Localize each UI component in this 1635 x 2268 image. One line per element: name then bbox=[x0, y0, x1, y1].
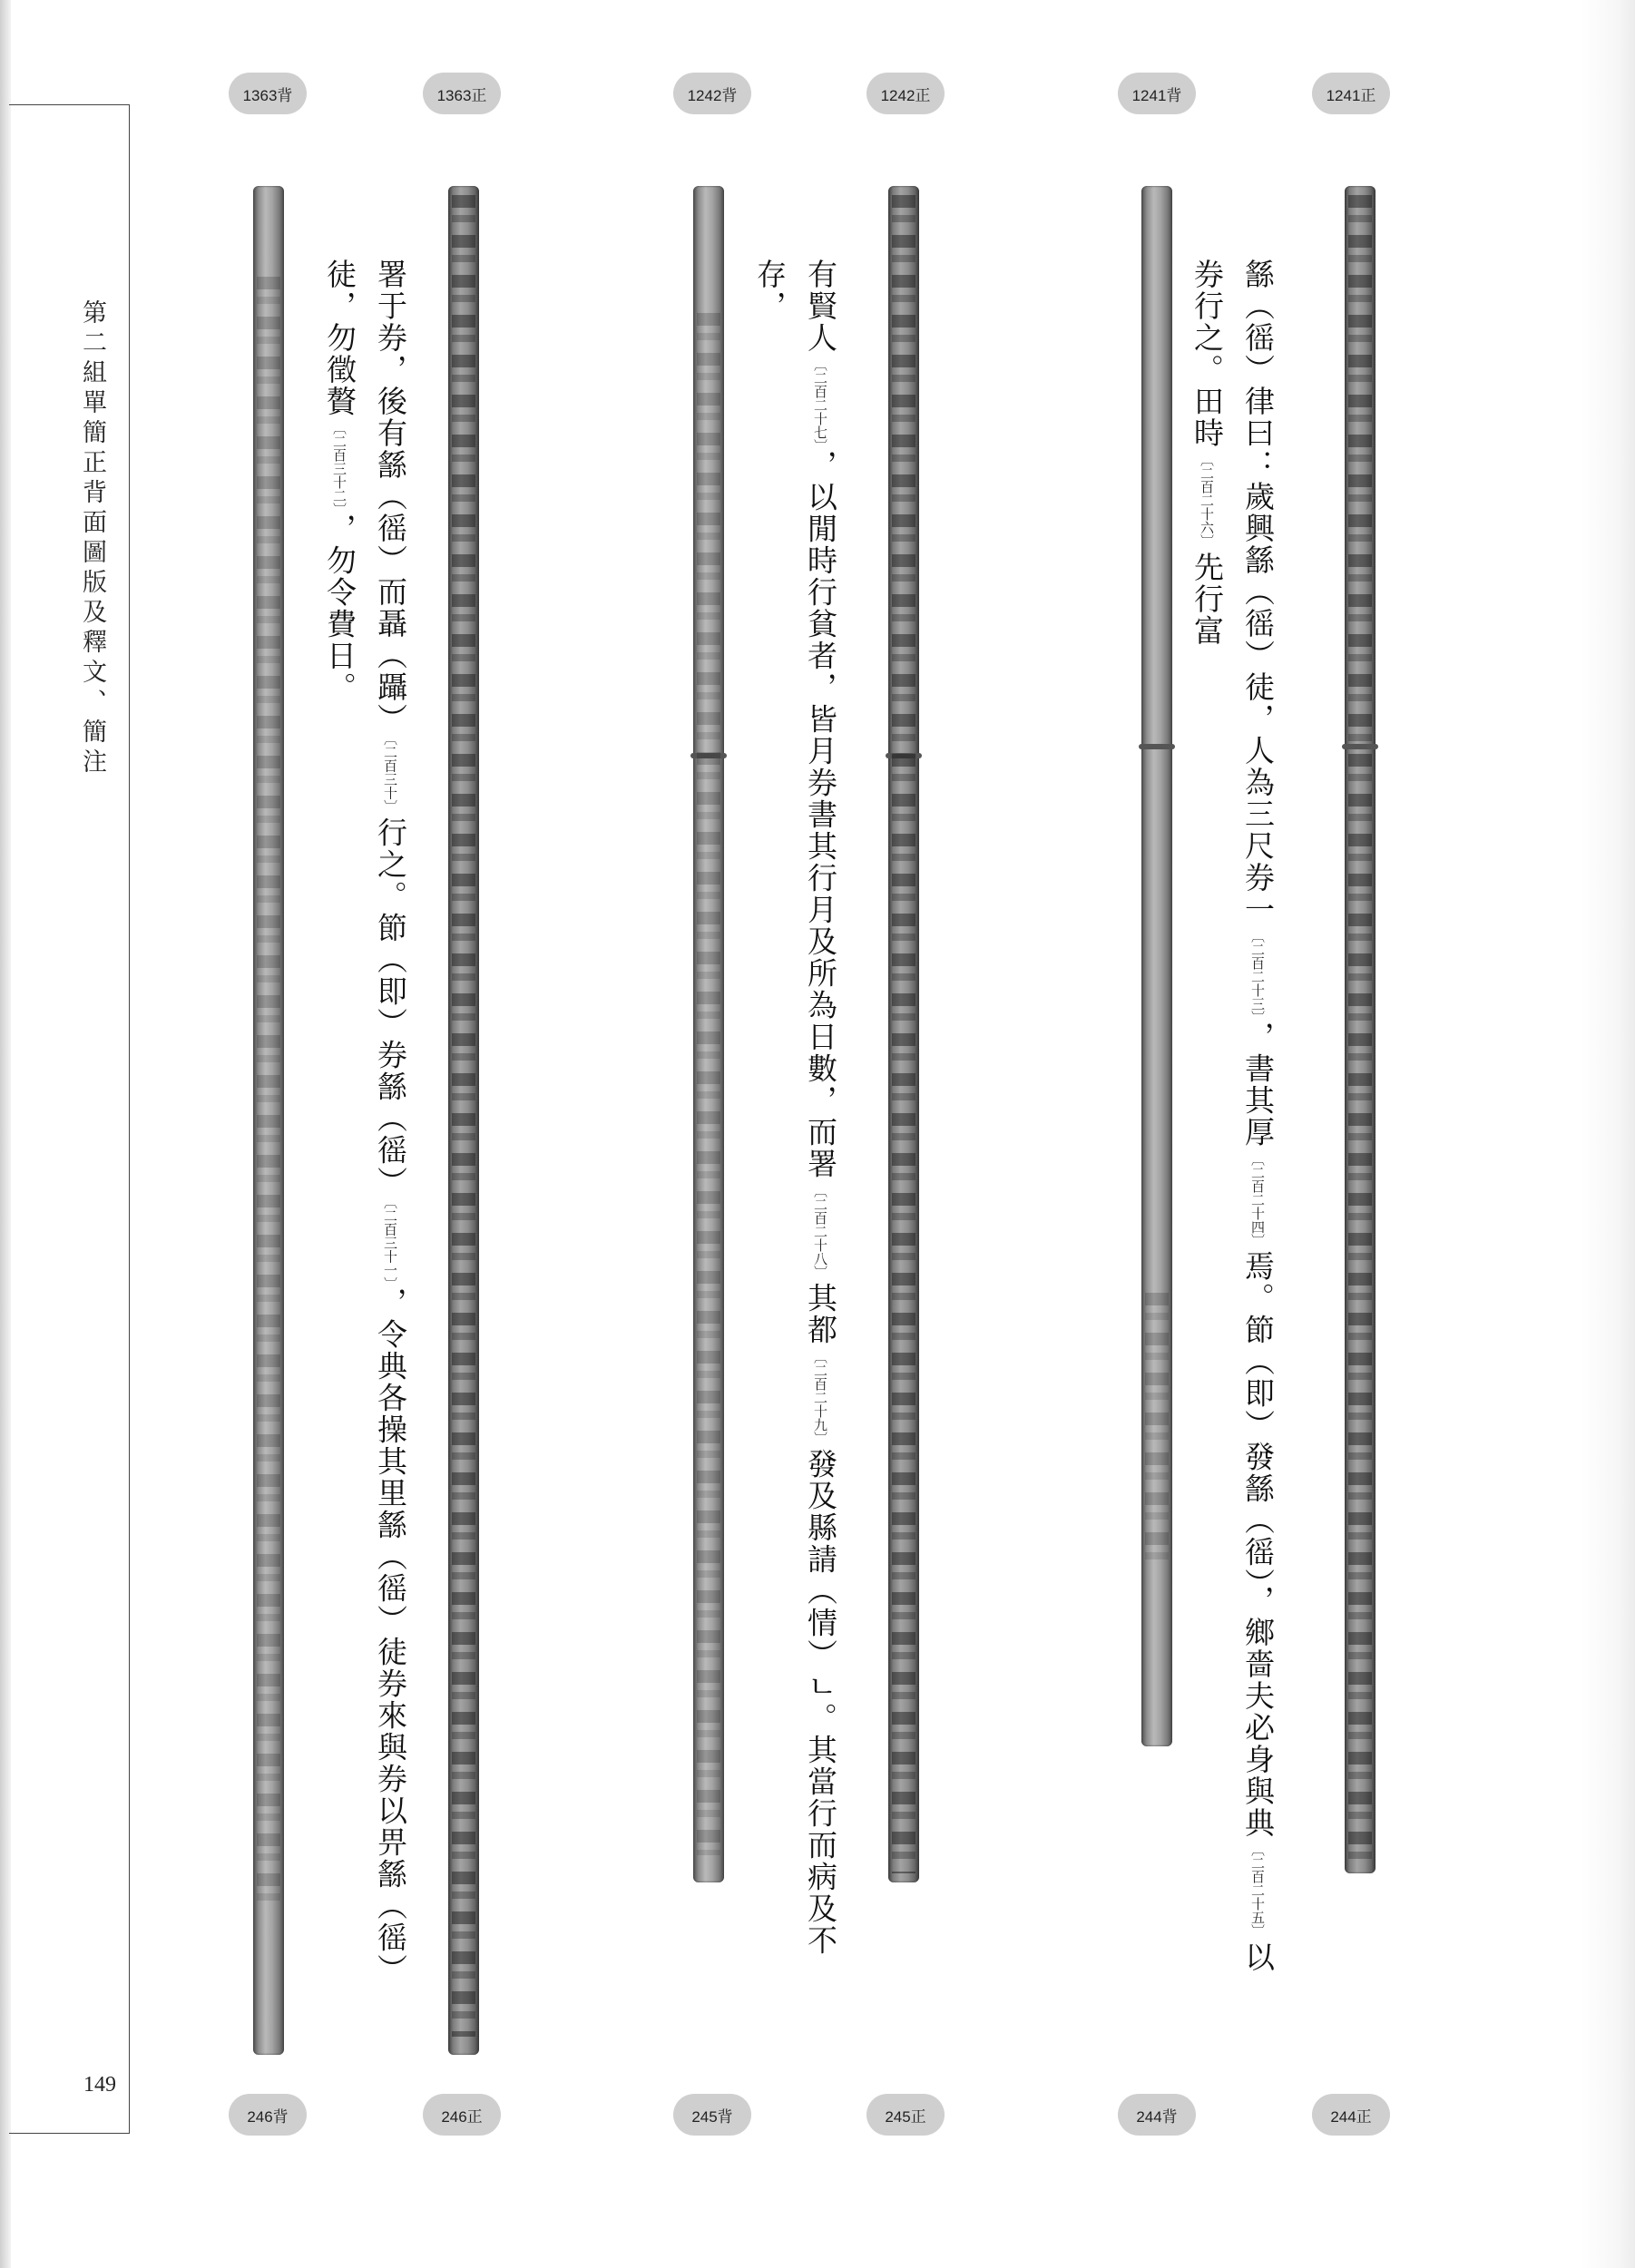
transcription-text: 焉。節（即）發䌛（徭），鄉嗇夫必身與典 bbox=[1240, 1250, 1276, 1839]
slip-number: 〔二百二十三〕 bbox=[1249, 929, 1266, 1018]
slip-label-1242-back: 1242背 bbox=[673, 73, 751, 114]
slip-label-245-front: 245正 bbox=[866, 2094, 945, 2136]
bamboo-slip-1363-back bbox=[253, 186, 284, 2055]
transcription-text: 券行之。田時 bbox=[1190, 259, 1225, 449]
transcription-text: 有賢人 bbox=[803, 259, 838, 354]
transcription-text: ，以閒時行貧者，皆月券書其行月及所為日數，而署 bbox=[803, 449, 838, 1180]
transcription-text: 䌛（徭）律曰：歲興䌛（徭）徒，人為三尺券一 bbox=[1240, 259, 1276, 925]
transcription-text: 署于券，後有䌛（徭）而聶（躡） bbox=[373, 259, 408, 735]
slip-number: 〔二百三十二〕 bbox=[331, 421, 348, 510]
transcription-text: 存， bbox=[752, 259, 788, 322]
slip-label-245-back: 245背 bbox=[673, 2094, 751, 2136]
running-title: 第二組單簡正背面圖版及釋文、簡注 bbox=[78, 299, 106, 778]
bamboo-slip-1242-back bbox=[693, 186, 724, 1882]
slip-number: 〔二百二十八〕 bbox=[812, 1183, 828, 1279]
slip-number: 〔二百二十九〕 bbox=[812, 1349, 828, 1445]
slip-number: 〔二百二十六〕 bbox=[1199, 453, 1215, 548]
transcription-column-6 bbox=[322, 259, 357, 704]
slip-number: 〔二百二十五〕 bbox=[1249, 1843, 1266, 1938]
transcription-text: ，書其厚 bbox=[1240, 1021, 1276, 1149]
transcription-text: 先行富 bbox=[1190, 552, 1225, 647]
slip-label-1363-back: 1363背 bbox=[229, 73, 307, 114]
slip-number: 〔二百三十一〕 bbox=[382, 1201, 398, 1284]
slip-label-244-front: 244正 bbox=[1312, 2094, 1390, 2136]
transcription-text: 其都 bbox=[803, 1282, 838, 1346]
slip-label-1363-front: 1363正 bbox=[423, 73, 501, 114]
slip-number: 〔二百二十四〕 bbox=[1249, 1151, 1266, 1247]
transcription-column-3 bbox=[803, 259, 838, 1957]
transcription-text: 發及縣請（情）ㄴ。其當行而病及不 bbox=[803, 1448, 838, 1957]
bamboo-slip-1241-front bbox=[1345, 186, 1376, 1873]
transcription-text: 以 bbox=[1240, 1941, 1276, 1973]
transcription-column-5 bbox=[373, 259, 408, 1986]
transcription-column-4 bbox=[752, 259, 788, 322]
transcription-column-1 bbox=[1240, 259, 1276, 1973]
margin-box bbox=[9, 104, 130, 2134]
transcription-text: 行之。節（即）券䌛（徭） bbox=[373, 816, 408, 1198]
slip-label-1242-front: 1242正 bbox=[866, 73, 945, 114]
slip-label-244-back: 244背 bbox=[1118, 2094, 1196, 2136]
transcription-text: 徒，勿徵贅 bbox=[322, 259, 357, 417]
transcription-text: ，令典各操其里䌛（徭）徒券來與券以畀䌛（徭） bbox=[373, 1286, 408, 1986]
slip-label-246-back: 246背 bbox=[229, 2094, 307, 2136]
page-number: 149 bbox=[83, 2073, 116, 2097]
bamboo-slip-1363-front bbox=[448, 186, 479, 2055]
bamboo-slip-1241-back bbox=[1141, 186, 1172, 1746]
bamboo-slip-1242-front bbox=[888, 186, 919, 1882]
slip-label-246-front: 246正 bbox=[423, 2094, 501, 2136]
slip-label-1241-back: 1241背 bbox=[1118, 73, 1196, 114]
slip-number: 〔二百三十〕 bbox=[382, 738, 398, 814]
transcription-text: ，勿令費日。 bbox=[322, 513, 357, 704]
slip-label-1241-front: 1241正 bbox=[1312, 73, 1390, 114]
transcription-column-2 bbox=[1190, 259, 1225, 647]
slip-number: 〔二百二十七〕 bbox=[812, 357, 828, 446]
scan-edge bbox=[1581, 0, 1635, 2268]
